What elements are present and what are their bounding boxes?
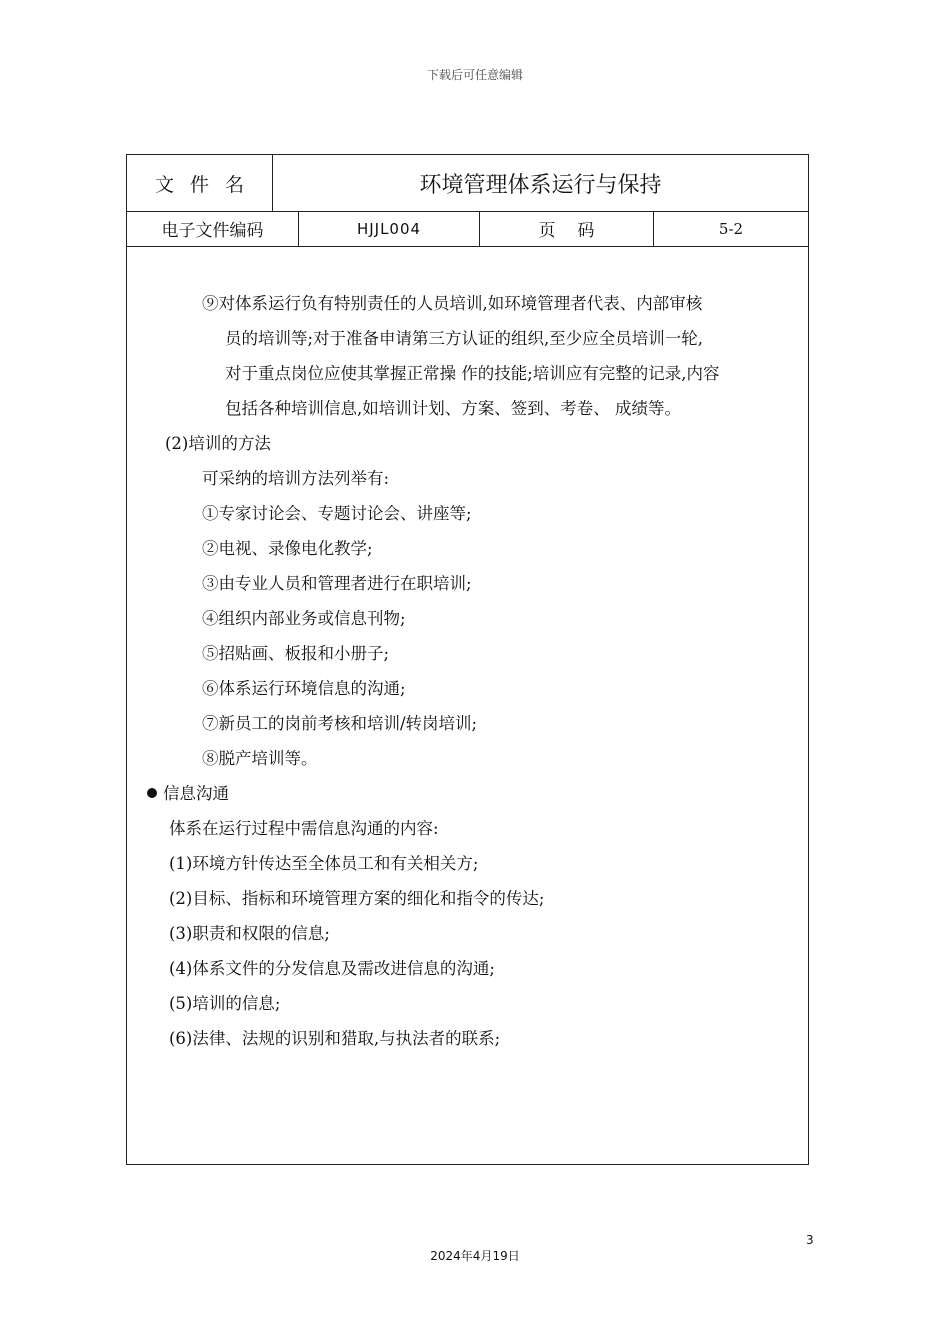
comm-heading: 信息沟通	[163, 784, 229, 803]
method-item: ②电视、录像电化教学;	[202, 539, 373, 558]
item9-line-3: 对于重点岗位应使其掌握正常操 作的技能;培训应有完整的记录,内容	[225, 364, 720, 383]
comm-item: (3)职责和权限的信息;	[169, 924, 330, 943]
page-label: 页码	[480, 211, 654, 246]
method-item: ①专家讨论会、专题讨论会、讲座等;	[202, 504, 472, 523]
document-title: 环境管理体系运行与保持	[419, 172, 662, 198]
comm-item: (1)环境方针传达至全体员工和有关相关方;	[169, 854, 479, 873]
method-item: ④组织内部业务或信息刊物;	[202, 609, 406, 628]
methods-intro: 可采纳的培训方法列举有:	[202, 469, 390, 488]
title-row	[127, 155, 808, 212]
comm-item: (5)培训的信息;	[169, 994, 281, 1013]
bullet-icon	[147, 788, 157, 798]
document-form	[126, 154, 809, 1165]
methods-heading: (2)培训的方法	[165, 434, 271, 453]
header-note: 下载后可任意编辑	[426, 68, 523, 82]
method-item: ⑦新员工的岗前考核和培训/转岗培训;	[202, 714, 478, 733]
item9-line-1: ⑨对体系运行负有特别责任的人员培训,如环境管理者代表、内部审核	[202, 294, 703, 313]
comm-heading-line	[147, 784, 229, 804]
code-label: 电子文件编码	[127, 211, 299, 246]
meta-row	[127, 211, 808, 247]
page-value: 5-2	[718, 219, 744, 238]
page-number: 3	[806, 1233, 814, 1247]
item9-line-2: 员的培训等;对于准备申请第三方认证的组织,至少应全员培训一轮,	[225, 329, 704, 348]
document-code: HJJL004	[299, 211, 480, 246]
comm-item: (6)法律、法规的识别和猎取,与执法者的联系;	[169, 1029, 501, 1048]
footer-date: 2024年4月19日	[430, 1249, 520, 1263]
method-item: ⑥体系运行环境信息的沟通;	[202, 679, 406, 698]
method-item: ⑧脱产培训等。	[202, 749, 318, 768]
filename-label: 文件名	[127, 155, 273, 211]
method-item: ⑤招贴画、板报和小册子;	[202, 644, 390, 663]
comm-intro: 体系在运行过程中需信息沟通的内容:	[169, 819, 439, 838]
comm-item: (2)目标、指标和环境管理方案的细化和指令的传达;	[169, 889, 545, 908]
comm-item: (4)体系文件的分发信息及需改进信息的沟通;	[169, 959, 495, 978]
item9-line-4: 包括各种培训信息,如培训计划、方案、签到、考卷、 成绩等。	[225, 399, 681, 418]
method-item: ③由专业人员和管理者进行在职培训;	[202, 574, 472, 593]
